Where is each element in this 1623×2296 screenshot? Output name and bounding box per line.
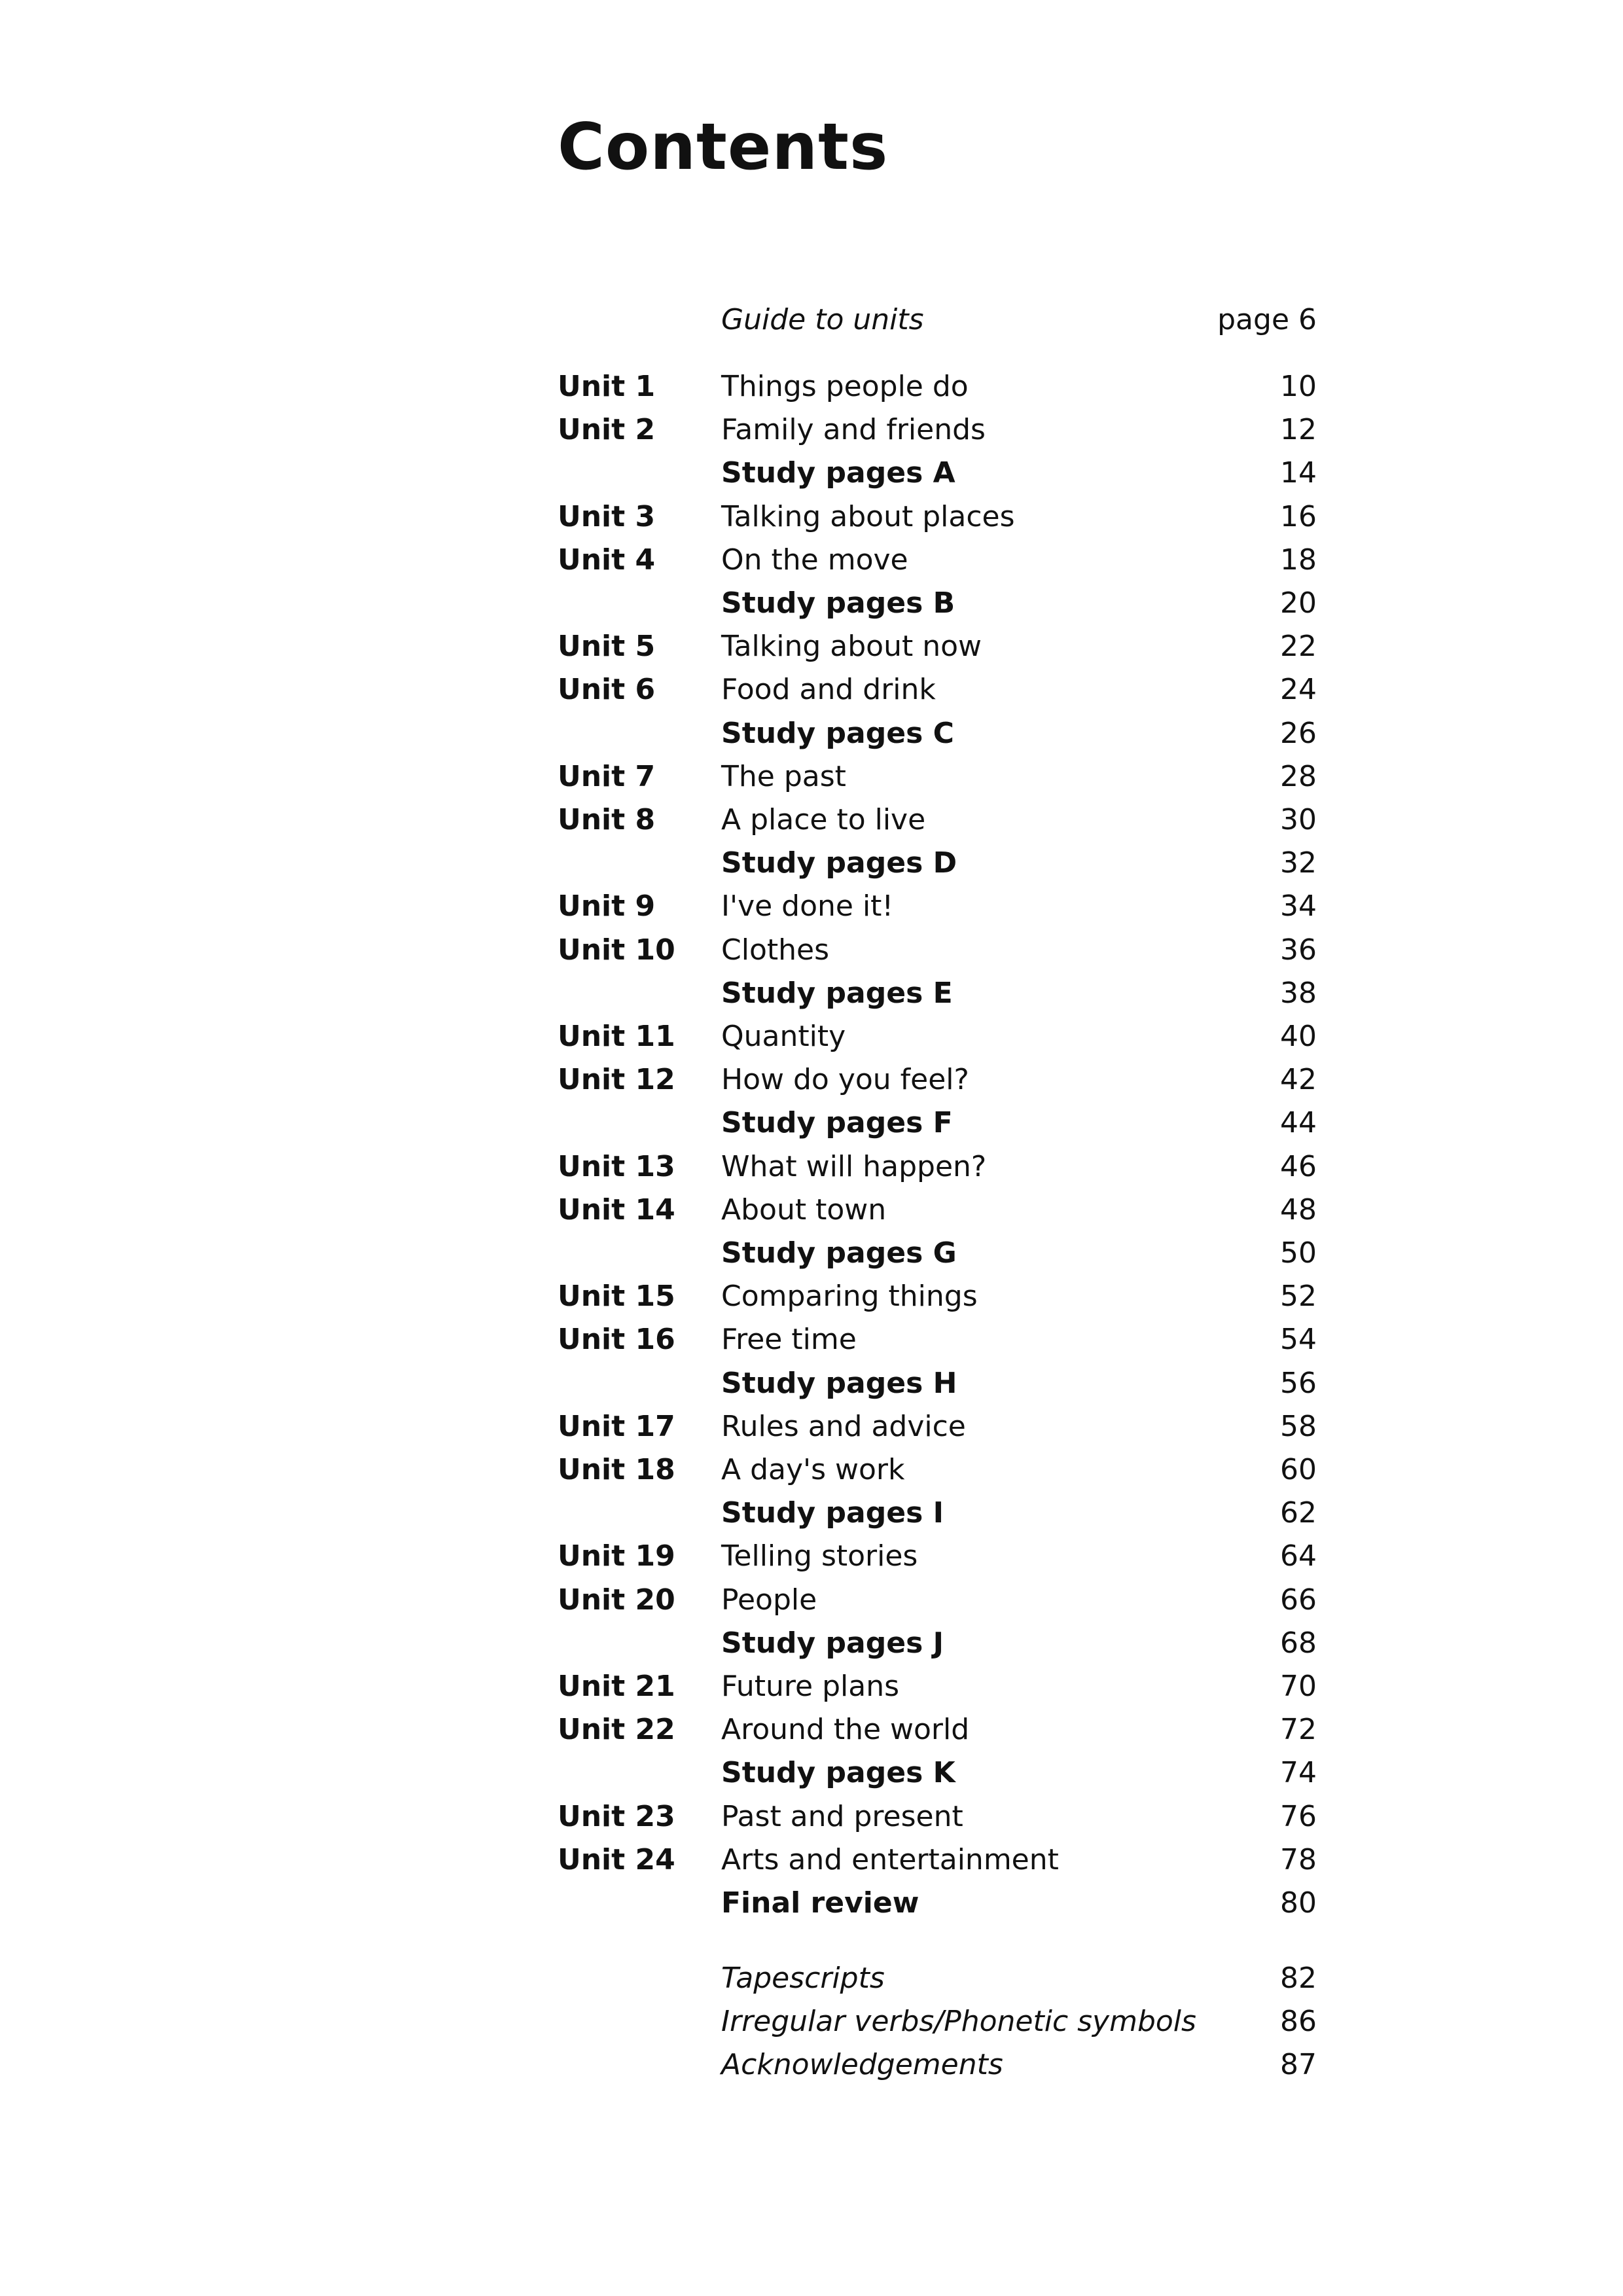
topic-title: Quantity [721, 1020, 846, 1053]
unit-row [558, 1708, 1317, 1751]
page-number: 20 [1280, 586, 1317, 620]
page-number: 54 [1280, 1323, 1317, 1356]
page-number: 56 [1280, 1367, 1317, 1400]
page-number: 50 [1280, 1236, 1317, 1270]
page-number: 48 [1280, 1193, 1317, 1227]
topic-title: Past and present [721, 1800, 963, 1833]
unit-row [558, 1145, 1317, 1189]
page-number: 44 [1280, 1106, 1317, 1139]
topic-title: Comparing things [721, 1280, 978, 1313]
unit-row [558, 1015, 1317, 1058]
study-row [558, 842, 1317, 885]
topic-title: Rules and advice [721, 1410, 966, 1443]
unit-label: Unit 6 [558, 673, 656, 706]
unit-row [558, 539, 1317, 582]
topic-title: Study pages B [721, 586, 955, 620]
study-row [558, 972, 1317, 1015]
topic-title: On the move [721, 543, 908, 577]
study-row [558, 1492, 1317, 1535]
topic-title: The past [721, 760, 846, 793]
appendix-row [558, 2000, 1317, 2043]
topic-title: Study pages C [721, 717, 954, 750]
study-row [558, 452, 1317, 495]
page-number: 80 [1280, 1886, 1317, 1920]
topic-title: About town [721, 1193, 887, 1227]
study-row [558, 1751, 1317, 1795]
topic-title: Clothes [721, 933, 829, 967]
page-number: 60 [1280, 1453, 1317, 1486]
page-number: 74 [1280, 1756, 1317, 1789]
appendix-title: Acknowledgements [721, 2048, 1003, 2081]
page-number: 38 [1280, 977, 1317, 1010]
unit-label: Unit 14 [558, 1193, 675, 1227]
page-number: 36 [1280, 933, 1317, 967]
page-number: 42 [1280, 1063, 1317, 1096]
unit-row [558, 408, 1317, 452]
unit-row [558, 1318, 1317, 1361]
unit-row [558, 929, 1317, 972]
unit-row [558, 1795, 1317, 1839]
topic-title: Final review [721, 1886, 919, 1920]
page-number: 16 [1280, 500, 1317, 533]
topic-title: Free time [721, 1323, 857, 1356]
page-number: 87 [1280, 2048, 1317, 2081]
unit-label: Unit 13 [558, 1150, 675, 1183]
topic-title: Study pages J [721, 1626, 944, 1660]
unit-label: Unit 10 [558, 933, 675, 967]
unit-label: Unit 7 [558, 760, 656, 793]
unit-label: Unit 11 [558, 1020, 675, 1053]
topic-title: Things people do [721, 370, 969, 403]
unit-row [558, 365, 1317, 408]
page-number: 30 [1280, 803, 1317, 836]
topic-title: Study pages F [721, 1106, 953, 1139]
study-row [558, 1362, 1317, 1405]
study-row [558, 1232, 1317, 1275]
page-number: 62 [1280, 1496, 1317, 1530]
unit-row [558, 1839, 1317, 1882]
topic-title: Arts and entertainment [721, 1843, 1059, 1876]
study-row [558, 712, 1317, 755]
page-number: 24 [1280, 673, 1317, 706]
page-number: 26 [1280, 717, 1317, 750]
unit-row [558, 1448, 1317, 1492]
unit-row [558, 1189, 1317, 1232]
page-number: 66 [1280, 1583, 1317, 1617]
page-number: 32 [1280, 846, 1317, 880]
unit-row [558, 625, 1317, 668]
page-number: 64 [1280, 1539, 1317, 1573]
unit-label: Unit 20 [558, 1583, 675, 1617]
unit-label: Unit 19 [558, 1539, 675, 1573]
topic-title: People [721, 1583, 817, 1617]
appendix-title: Tapescripts [721, 1962, 885, 1995]
page-number: 46 [1280, 1150, 1317, 1183]
page-number: 40 [1280, 1020, 1317, 1053]
unit-row [558, 1579, 1317, 1622]
page-title: Contents [558, 110, 889, 185]
unit-label: Unit 4 [558, 543, 656, 577]
page-number: 52 [1280, 1280, 1317, 1313]
page-number: 22 [1280, 630, 1317, 663]
unit-label: Unit 8 [558, 803, 656, 836]
topic-title: I've done it! [721, 889, 894, 923]
topic-title: Telling stories [721, 1539, 918, 1573]
topic-title: Food and drink [721, 673, 936, 706]
unit-label: Unit 9 [558, 889, 656, 923]
topic-title: Study pages H [721, 1367, 957, 1400]
topic-title: Study pages D [721, 846, 957, 880]
page-number: 10 [1280, 370, 1317, 403]
unit-label: Unit 2 [558, 413, 656, 446]
page-number: 14 [1280, 456, 1317, 490]
topic-title: Talking about places [721, 500, 1015, 533]
unit-row [558, 1275, 1317, 1318]
appendix-title: Irregular verbs/Phonetic symbols [721, 2005, 1196, 2038]
page-number: 78 [1280, 1843, 1317, 1876]
unit-label: Unit 18 [558, 1453, 675, 1486]
unit-label: Unit 16 [558, 1323, 675, 1356]
guide-topic: Guide to units [721, 303, 924, 336]
page-number: 82 [1280, 1962, 1317, 1995]
topic-title: What will happen? [721, 1150, 987, 1183]
unit-row [558, 1665, 1317, 1708]
unit-label: Unit 24 [558, 1843, 675, 1876]
unit-row [558, 495, 1317, 539]
page-number: 68 [1280, 1626, 1317, 1660]
page-number: 70 [1280, 1670, 1317, 1703]
page-number: 34 [1280, 889, 1317, 923]
topic-title: Family and friends [721, 413, 986, 446]
page-number: 86 [1280, 2005, 1317, 2038]
topic-title: A place to live [721, 803, 926, 836]
unit-label: Unit 17 [558, 1410, 675, 1443]
page-number: 58 [1280, 1410, 1317, 1443]
topic-title: Study pages G [721, 1236, 957, 1270]
topic-title: Study pages A [721, 456, 955, 490]
topic-title: Study pages E [721, 977, 953, 1010]
study-row [558, 582, 1317, 625]
page-number: 72 [1280, 1713, 1317, 1746]
topic-title: Study pages K [721, 1756, 955, 1789]
page-number: 12 [1280, 413, 1317, 446]
unit-row [558, 668, 1317, 711]
study-row [558, 1882, 1317, 1925]
appendix-row [558, 2043, 1317, 2087]
unit-label: Unit 1 [558, 370, 656, 403]
unit-row [558, 1535, 1317, 1578]
unit-label: Unit 23 [558, 1800, 675, 1833]
unit-row [558, 1405, 1317, 1448]
page-number: 76 [1280, 1800, 1317, 1833]
guide-row [558, 298, 1317, 342]
page-number: 28 [1280, 760, 1317, 793]
unit-row [558, 798, 1317, 842]
unit-label: Unit 5 [558, 630, 656, 663]
unit-label: Unit 21 [558, 1670, 675, 1703]
unit-row [558, 1058, 1317, 1102]
topic-title: Study pages I [721, 1496, 944, 1530]
unit-row [558, 755, 1317, 798]
unit-label: Unit 12 [558, 1063, 675, 1096]
guide-page: page 6 [1217, 303, 1317, 336]
unit-label: Unit 15 [558, 1280, 675, 1313]
study-row [558, 1622, 1317, 1665]
page-number: 18 [1280, 543, 1317, 577]
study-row [558, 1102, 1317, 1145]
topic-title: A day's work [721, 1453, 905, 1486]
topic-title: Future plans [721, 1670, 900, 1703]
topic-title: Talking about now [721, 630, 982, 663]
unit-label: Unit 22 [558, 1713, 675, 1746]
topic-title: Around the world [721, 1713, 970, 1746]
appendix-row [558, 1957, 1317, 2000]
unit-label: Unit 3 [558, 500, 656, 533]
topic-title: How do you feel? [721, 1063, 969, 1096]
unit-row [558, 885, 1317, 928]
